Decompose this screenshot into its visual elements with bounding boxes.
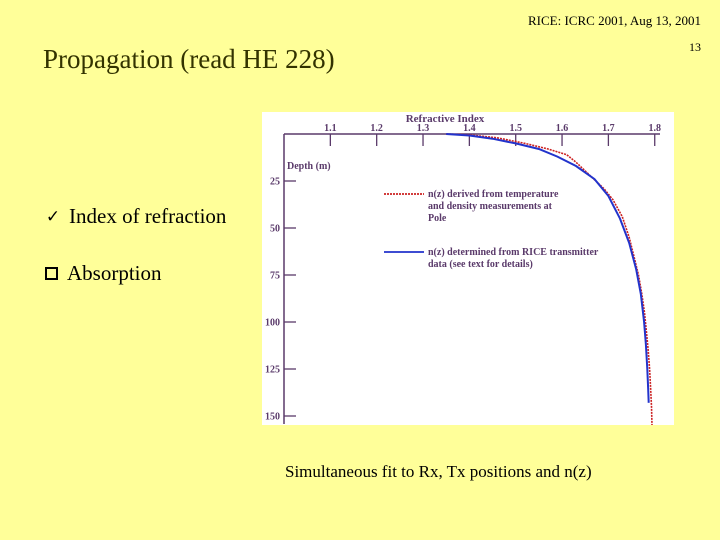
x-tick-label: 1.1 bbox=[324, 123, 337, 134]
x-tick-label: 1.4 bbox=[463, 123, 476, 134]
y-tick-label: 25 bbox=[270, 176, 280, 188]
conference-header: RICE: ICRC 2001, Aug 13, 2001 bbox=[528, 13, 701, 28]
bullet-label: Absorption bbox=[67, 261, 162, 285]
y-tick-label: 50 bbox=[270, 223, 280, 235]
checkmark-icon: ✓ bbox=[45, 206, 61, 226]
slide-title: Propagation (read HE 228) bbox=[43, 44, 335, 74]
x-tick-label: 1.3 bbox=[416, 123, 430, 134]
checkbox-icon bbox=[45, 267, 58, 280]
series-temperature-density-line bbox=[446, 134, 652, 425]
y-tick-label: 125 bbox=[265, 364, 280, 376]
bullet-absorption bbox=[43, 261, 162, 286]
bullet-label: Index of refraction bbox=[69, 204, 227, 228]
figure-caption: Simultaneous fit to Rx, Tx positions and n(z) bbox=[285, 462, 592, 481]
x-tick-label: 1.8 bbox=[648, 123, 661, 134]
x-tick-label: 1.2 bbox=[370, 123, 383, 134]
refractive-index-chart bbox=[262, 112, 674, 425]
legend-entry: n(z) determined from RICE transmitter data (see text for details) bbox=[428, 247, 599, 270]
y-tick-label: 75 bbox=[270, 270, 280, 282]
y-tick-label: 150 bbox=[265, 411, 280, 423]
x-tick-label: 1.6 bbox=[555, 123, 569, 134]
chart-svg bbox=[262, 112, 674, 425]
x-tick-label: 1.5 bbox=[509, 123, 522, 134]
y-tick-label: 100 bbox=[265, 317, 280, 329]
chart-title: Refractive Index bbox=[405, 113, 485, 125]
page-number: 13 bbox=[689, 40, 701, 54]
bullet-index-of-refraction bbox=[43, 204, 226, 229]
legend-entry: n(z) derived from temperature and density measurements at Pole bbox=[428, 189, 559, 224]
x-tick-label: 1.7 bbox=[602, 123, 615, 134]
y-axis-label: Depth (m) bbox=[287, 161, 331, 172]
